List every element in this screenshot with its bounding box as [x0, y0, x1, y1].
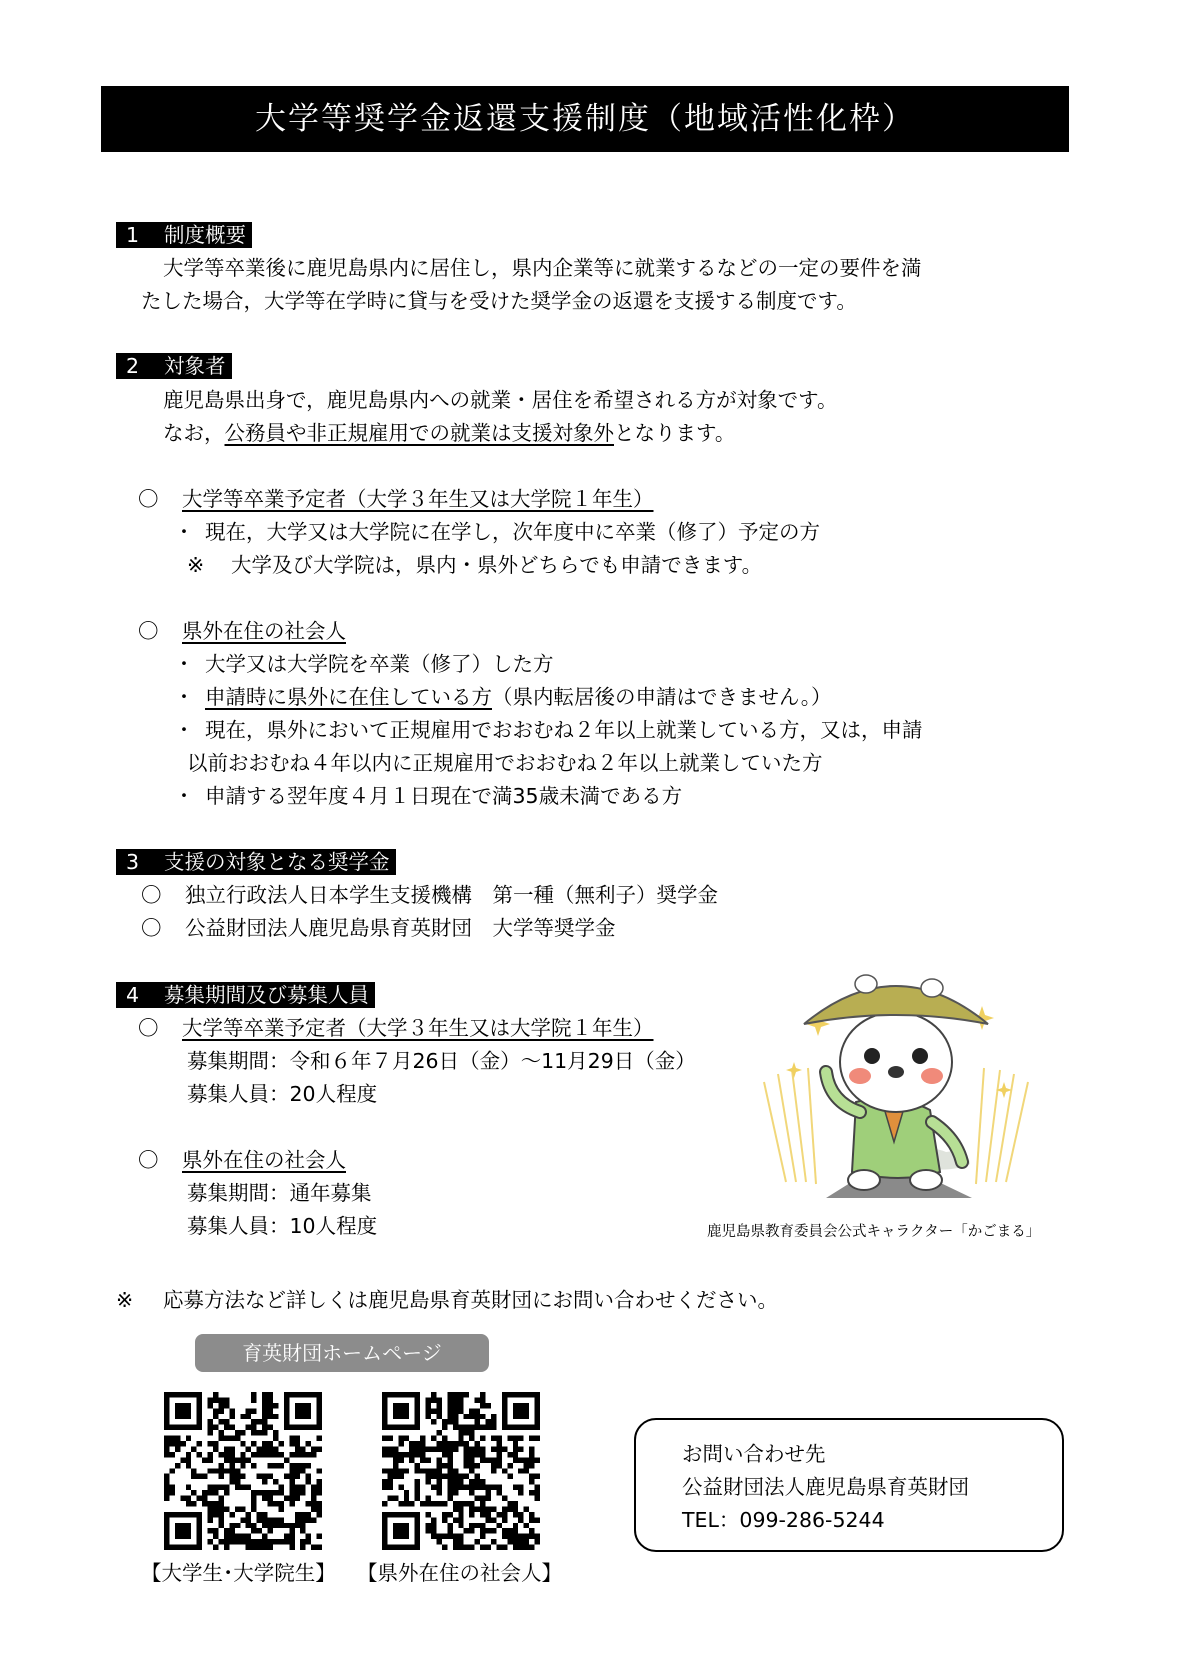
contact-heading: お問い合わせ先: [682, 1442, 826, 1466]
page-title: 大学等奨学金返還支援制度（地域活性化枠）: [101, 86, 1069, 152]
scholarship-item-2: [141, 914, 616, 942]
group-b-bullet-1: [163, 650, 554, 678]
section-2-text-line2: [163, 419, 735, 447]
section-2-exclusion-underlined: 公務員や非正規雇用での就業は支援対象外: [224, 421, 614, 445]
kagomaru-mascot-illustration: [756, 962, 1046, 1214]
section-4-heading: [116, 982, 375, 1008]
group-b-title-text: 県外在住の社会人: [182, 619, 346, 643]
section-4-number: 4: [126, 983, 140, 1007]
qr2-caption: 【県外在住の社会人】: [357, 1561, 562, 1585]
scholarship-item-1-text: 独立行政法人日本学生支援機構 第一種（無利子）奨学金: [185, 883, 718, 907]
recruit-group-a-title: [138, 1014, 654, 1042]
bullet-mark: ・: [173, 652, 195, 676]
qr-finder-center: [175, 1403, 191, 1419]
section-1-heading: [116, 222, 252, 248]
section-2-label: 対象者: [164, 354, 226, 378]
group-a-bullet-1-text: 現在，大学又は大学院に在学し，次年度中に卒業（修了）予定の方: [205, 520, 820, 544]
group-b-bullet-4-text: 申請する翌年度４月１日現在で満35歳未満である方: [205, 784, 683, 808]
inquiry-note: [116, 1286, 778, 1314]
scholarship-item-2-text: 公益財団法人鹿児島県育英財団 大学等奨学金: [185, 916, 616, 940]
circle-mark: 〇: [138, 487, 159, 511]
qr-finder-center: [393, 1403, 409, 1419]
group-b-bullet-2-underlined: 申請時に県外に在住している方: [205, 685, 492, 709]
contact-box: [634, 1418, 1064, 1552]
group-a-note-text: 大学及び大学院は，県内・県外どちらでも申請できます。: [231, 553, 763, 577]
recruit-group-a-people: 募集人員：20人程度: [187, 1082, 378, 1106]
group-b-bullet-2: [163, 683, 831, 711]
note-mark: ※: [187, 553, 205, 577]
section-1-number: 1: [126, 223, 140, 247]
section-1-text-line2: たした場合，大学等在学時に貸与を受けた奨学金の返還を支援する制度です。: [141, 289, 857, 313]
group-b-bullet-2-text: （県内転居後の申請はできません。）: [492, 685, 832, 709]
qr1-caption: 【大学生･大学院生】: [141, 1561, 336, 1585]
bullet-mark: ・: [173, 718, 195, 742]
recruit-group-b-title-text: 県外在住の社会人: [182, 1148, 346, 1172]
circle-mark: 〇: [141, 916, 162, 940]
recruit-group-b-period: 募集期間：通年募集: [187, 1181, 372, 1205]
circle-mark: 〇: [138, 1148, 159, 1172]
section-1-text-line1: 大学等卒業後に鹿児島県内に居住し，県内企業等に就業するなどの一定の要件を満: [163, 256, 922, 280]
group-b-bullet-3-text: 現在，県外において正規雇用でおおむね２年以上就業している方，又は，申請: [205, 718, 923, 742]
circle-mark: 〇: [138, 619, 159, 643]
group-b-bullet-3-cont: 以前おおむね４年以内に正規雇用でおおむね２年以上就業していた方: [187, 751, 823, 775]
circle-mark: 〇: [138, 1016, 159, 1040]
qr-finder-center: [175, 1523, 191, 1539]
recruit-group-b-title: [138, 1146, 346, 1174]
group-b-bullet-4: [163, 782, 682, 810]
section-1-label: 制度概要: [164, 223, 246, 247]
recruit-group-a-period: 募集期間：令和６年７月26日（金）～11月29日（金）: [187, 1049, 696, 1073]
contact-organization: 公益財団法人鹿児島県育英財団: [682, 1475, 969, 1499]
section-2-text-pre: なお，: [163, 421, 225, 445]
section-2-text-post: となります。: [614, 421, 736, 445]
bullet-mark: ・: [173, 520, 195, 544]
bullet-mark: ・: [173, 685, 195, 709]
circle-mark: 〇: [141, 883, 162, 907]
section-4-label: 募集期間及び募集人員: [164, 983, 369, 1007]
qr-finder-center: [513, 1403, 529, 1419]
section-3-number: 3: [126, 850, 140, 874]
group-a-note: [187, 551, 762, 579]
group-workers-outside-title: [138, 617, 346, 645]
qr-code-workers-outside[interactable]: [382, 1392, 540, 1550]
group-a-bullet-1: [163, 518, 820, 546]
recruit-group-b-people: 募集人員：10人程度: [187, 1214, 378, 1238]
section-2-heading: [116, 353, 232, 379]
section-2-text-line1: 鹿児島県出身で，鹿児島県内への就業・居住を希望される方が対象です。: [163, 388, 838, 412]
group-b-bullet-1-text: 大学又は大学院を卒業（修了）した方: [205, 652, 554, 676]
contact-phone: TEL：099-286-5244: [682, 1508, 885, 1532]
qr-finder-center: [295, 1403, 311, 1419]
group-a-title-text: 大学等卒業予定者（大学３年生又は大学院１年生）: [182, 487, 654, 511]
group-graduating-students-title: [138, 485, 654, 513]
inquiry-note-text: 応募方法など詳しくは鹿児島県育英財団にお問い合わせください。: [163, 1288, 778, 1312]
recruit-group-a-title-text: 大学等卒業予定者（大学３年生又は大学院１年生）: [182, 1016, 654, 1040]
bullet-mark: ・: [173, 784, 195, 808]
foundation-homepage-label: 育英財団ホームページ: [195, 1334, 489, 1372]
section-3-heading: [116, 849, 396, 875]
note-mark: ※: [116, 1288, 134, 1312]
mascot-caption: 鹿児島県教育委員会公式キャラクター「かごまる」: [707, 1224, 1041, 1240]
group-b-bullet-3: [163, 716, 923, 744]
section-2-number: 2: [126, 354, 140, 378]
scholarship-item-1: [141, 881, 718, 909]
qr-finder-center: [393, 1523, 409, 1539]
qr-code-university-students[interactable]: [164, 1392, 322, 1550]
section-3-label: 支援の対象となる奨学金: [164, 850, 390, 874]
